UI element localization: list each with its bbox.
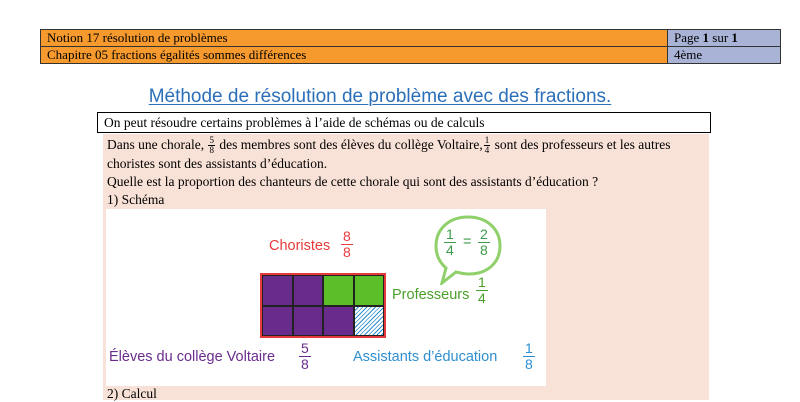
- grid-cell-purple: [262, 275, 293, 306]
- schema-figure: [106, 209, 546, 386]
- page-number: 1: [702, 30, 710, 45]
- assistants-label: Assistants d’éducation: [353, 349, 498, 365]
- choristes-fraction: [341, 229, 353, 260]
- eleves-label: Élèves du collège Voltaire: [109, 349, 276, 365]
- choristes-numerator: 8: [343, 228, 351, 244]
- grid-cell-purple: [293, 306, 324, 337]
- grid-cell-purple: [323, 306, 354, 337]
- page-title: Méthode de résolution de problème avec des fractions.: [148, 86, 612, 107]
- fraction-numerator: 5: [209, 135, 214, 146]
- level-cell: 4ème: [668, 47, 781, 64]
- eleves-numerator: 5: [301, 340, 309, 356]
- page-mid: sur: [709, 30, 732, 45]
- problem-box: [103, 134, 709, 400]
- professeurs-denominator: 4: [478, 290, 486, 306]
- assistants-denominator: 8: [525, 356, 533, 372]
- chapter-cell: Chapitre 05 fractions égalités sommes différences: [41, 47, 668, 64]
- problem-text: [107, 136, 707, 209]
- bubble-fraction-a: [444, 227, 456, 258]
- page-total: 1: [731, 30, 738, 45]
- grid-cell-hatch: [354, 306, 385, 337]
- fraction-one-quarter: [484, 136, 491, 155]
- speech-bubble: [432, 213, 504, 285]
- step-schema: 1) Schéma: [107, 192, 165, 208]
- page-prefix: Page: [674, 30, 703, 45]
- professeurs-numerator: 1: [478, 274, 486, 290]
- assistants-fraction: [523, 341, 535, 372]
- problem-question: Quelle est la proportion des chanteurs de cette chorale qui sont des assistants d’éducation ?: [107, 174, 599, 190]
- fraction-denominator: 4: [484, 145, 490, 156]
- fraction-numerator: 1: [484, 135, 490, 146]
- bubble-b-denominator: 8: [480, 242, 488, 258]
- page-cell: [668, 30, 781, 47]
- bubble-b-numerator: 2: [480, 226, 488, 242]
- fraction-five-eighths: [208, 136, 215, 155]
- choristes-label: Choristes: [269, 238, 331, 254]
- choristes-denominator: 8: [343, 244, 351, 260]
- grid-cell-green: [323, 275, 354, 306]
- step-calcul: 2) Calcul: [107, 386, 157, 401]
- professeurs-label: Professeurs: [392, 287, 470, 303]
- eleves-denominator: 8: [301, 356, 309, 372]
- choir-grid: [260, 273, 386, 338]
- eleves-fraction: [299, 341, 311, 372]
- grid-cell-green: [354, 275, 385, 306]
- fraction-denominator: 8: [209, 145, 214, 156]
- assistants-numerator: 1: [525, 340, 533, 356]
- bubble-fraction-b: [478, 227, 490, 258]
- bubble-a-numerator: 1: [446, 226, 454, 242]
- bubble-a-denominator: 4: [446, 242, 454, 258]
- grid-cell-purple: [262, 306, 293, 337]
- header-table: [40, 29, 781, 64]
- problem-text-2: des membres sont des élèves du collège Voltaire,: [215, 137, 483, 152]
- notion-cell: Notion 17 résolution de problèmes: [41, 30, 668, 47]
- problem-text-1: Dans une chorale,: [107, 137, 208, 152]
- lead-box: On peut résoudre certains problèmes à l’aide de schémas ou de calculs: [97, 112, 711, 133]
- grid-cell-purple: [293, 275, 324, 306]
- problem-text-3: sont des professeurs et les autres choristes sont des assistants d’éducation.: [107, 137, 671, 172]
- bubble-equals: =: [463, 234, 472, 250]
